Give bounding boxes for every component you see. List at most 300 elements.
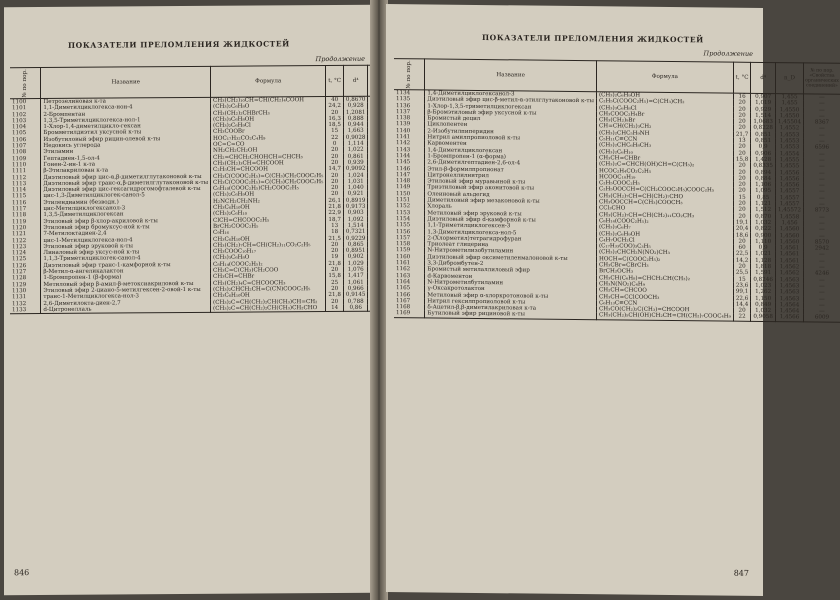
cell-t: 20: [326, 154, 343, 160]
cell-formula: (CH₃)₂CHCH₂N(NO₂)CH₃: [596, 250, 733, 258]
cell-d: 1,021: [751, 251, 776, 258]
cell-no: 1113: [10, 181, 41, 188]
cell-formula: CH₃C₆H₁₀OH: [211, 204, 326, 211]
cell-ref: —: [819, 100, 825, 107]
cell-t: 20: [326, 267, 343, 273]
col-header-d: d⁴: [751, 62, 776, 93]
col-header-formula: Формула: [211, 66, 326, 98]
cell-formula: CH₃C(COOC₂H₅)=C(CH₃)CH₂COOC₂H₅: [211, 179, 326, 186]
cell-d: 0,9229: [343, 235, 368, 241]
cell-t: 15,8: [326, 273, 343, 279]
cell-formula: C₂H₅COOC₂H₅: [596, 180, 733, 188]
cell-t: 20: [733, 150, 750, 156]
cell-name: Этилендиамин (безводн.): [41, 199, 211, 206]
cell-t: 18,5: [326, 122, 343, 128]
cell-t: 20: [733, 213, 750, 219]
cell-ref: —: [819, 220, 825, 227]
cell-n: 1,4557: [775, 189, 803, 196]
cell-n: 1,4550: [775, 107, 803, 114]
cell-no: 1124: [10, 250, 41, 257]
cell-t: 13: [326, 223, 343, 229]
cell-d: 0,944: [343, 122, 368, 128]
cell-d: 1,095: [751, 188, 776, 195]
cell-no: 1125: [10, 256, 41, 263]
cell-formula: CH₃COOC₁₀H₁₇: [211, 248, 326, 255]
cell-t: 20: [326, 248, 343, 254]
cell-name: 1-Бромпропен-1 (α-форма): [425, 153, 597, 161]
cell-no: 1152: [394, 203, 425, 210]
cell-n: 1,45572: [775, 207, 803, 214]
cell-formula: CH₃(CH₂)₂CHBrCH₃: [211, 110, 326, 117]
cell-no: 1103: [10, 118, 41, 125]
cell-formula: C₉H₁₆: [211, 229, 326, 236]
cell-d: 1,061: [343, 279, 368, 285]
cell-t: 22,5: [733, 251, 750, 257]
cell-name: Диэтиловый эфир d-камфорной к-ты: [425, 216, 597, 224]
cell-formula: (CH₃)₂C=CH(CH₂)₂CH(CH₃)CH₂CHO: [211, 305, 326, 313]
cell-formula: (CH₃)₂C=CHCH(OH)CH=C(CH₃)₂: [596, 161, 733, 169]
cell-n: 1,4556: [775, 170, 803, 177]
cell-t: 14,7: [326, 166, 343, 172]
cell-t: 20: [733, 144, 750, 150]
cell-formula: HOC₁₇H₃₂CO₂C₄H₉: [211, 135, 326, 142]
cell-formula: CH₃(CH₂)₉Br: [596, 117, 733, 125]
cell-no: 1120: [10, 225, 41, 232]
cell-t: 24,2: [326, 103, 343, 109]
cell-ref: —: [819, 132, 825, 139]
cell-no: 1165: [394, 285, 425, 292]
cell-name: 1,1-Триметилциклогексен-3: [425, 223, 597, 231]
cell-name: Этиловый эфир β-хлор-акриловой к-ты: [41, 217, 211, 224]
cell-t: 22,6: [733, 295, 750, 301]
cell-name: Диэтиловый эфир цис-β-метил-α-этилглутаконовой к-ты: [425, 97, 597, 105]
cell-t: 18: [326, 229, 343, 235]
cell-ref: 4246: [814, 270, 830, 277]
cell-no: 1144: [394, 153, 425, 160]
cell-no: 1166: [394, 292, 425, 299]
cell-name: Недокись углерода: [41, 142, 211, 149]
cell-d: 0,851: [751, 138, 776, 145]
left-page: [4, 5, 375, 596]
cell-name: Нитрил амилпропиоловой к-ты: [425, 135, 597, 143]
cell-t: 19,1: [733, 220, 750, 226]
cell-formula: BrCH₂COOC₂H₅: [211, 223, 326, 230]
cell-no: 1151: [394, 197, 425, 204]
cell-d: 0,902: [343, 254, 368, 260]
cell-d: 0,851: [751, 132, 776, 139]
cell-t: 18,6: [733, 232, 750, 238]
cell-t: 20: [733, 106, 750, 112]
cell-d: 1,428: [751, 157, 776, 164]
cell-formula: CH₂CH=CHCOO: [596, 287, 733, 295]
cell-no: 1115: [10, 193, 41, 200]
cell-t: 20: [733, 182, 750, 188]
cell-t: 21,8: [326, 292, 343, 298]
cell-t: 60: [733, 245, 750, 251]
cell-no: 1156: [394, 229, 425, 236]
cell-n: 1,4563: [775, 289, 803, 296]
left-page-title: ПОКАЗАТЕЛИ ПРЕЛОМЛЕНИЯ ЖИДКОСТЕЙ: [68, 39, 290, 50]
cell-name: 2,6-Диметилокта-диен-2,7: [41, 299, 211, 306]
cell-formula: CH₃C=C(CH₃)CH₂COO: [211, 267, 326, 274]
cell-d: 1,032: [751, 220, 776, 227]
cell-ref: —: [819, 251, 825, 259]
cell-n: 1,4560: [775, 226, 803, 233]
cell-no: 1132: [10, 301, 41, 308]
cell-name: Линаловый эфир уксус-ной к-ты: [41, 249, 211, 256]
cell-name: Метиловый эфир β-амил-β-метоксиакриловой к-ты: [41, 280, 211, 287]
cell-formula: (CH₃)₃C₆H₈O: [211, 254, 326, 261]
cell-d: 1,121: [751, 201, 776, 208]
cell-no: 1161: [394, 260, 425, 267]
cell-formula: CH₃CH=CClCOOCH₃: [596, 294, 733, 302]
right-page: [386, 4, 839, 596]
cell-t: 20: [733, 119, 750, 125]
cell-formula: C₆H₁₀(COOC₂H₅)CH₂COOC₂H₅: [211, 185, 326, 192]
cell-formula: CH₃CO(CH₂)₂C(CH₃)=CHCOOH: [596, 306, 733, 314]
cell-d: 0,884: [751, 176, 776, 183]
cell-formula: H₂NCH₂CH₂NH₂: [211, 198, 326, 205]
cell-t: 20: [733, 169, 750, 175]
cell-n: 1,455: [775, 94, 803, 101]
cell-n: 1,4562: [775, 270, 803, 277]
cell-d: 0,888: [343, 116, 368, 122]
cell-formula: (C₁₇H₃₃COO)₃C₃H₅: [596, 243, 733, 251]
right-page-title: ПОКАЗАТЕЛИ ПРЕЛОМЛЕНИЯ ЖИДКОСТЕЙ: [482, 33, 704, 45]
cell-no: 1111: [10, 168, 41, 175]
cell-n: 1,4561: [775, 258, 803, 265]
cell-name: 1,4-Диметилциклогексанол-3: [425, 90, 597, 99]
cell-no: 1168: [394, 304, 425, 311]
cell-d: 0,966: [343, 286, 368, 292]
cell-no: 1110: [10, 162, 41, 169]
cell-ref: —: [819, 182, 825, 189]
cell-formula: CH₃CH(C₆H₈)=CHCH₂CH(CH₃)₂: [596, 275, 733, 283]
cell-d: 1,040: [343, 185, 368, 191]
col-header-t: t, °C: [326, 65, 343, 96]
cell-n: 1,456: [775, 220, 803, 227]
cell-name: 2,6-Диметилгептадиен-2,6-ол-4: [425, 160, 597, 168]
cell-d: 0,849: [751, 302, 776, 309]
cell-t: 99,1: [733, 289, 750, 295]
cell-d: 0,9145: [343, 292, 368, 298]
cell-ref: —: [819, 308, 825, 315]
cell-no: 1129: [10, 282, 41, 289]
cell-d: 0,9092: [343, 166, 368, 172]
cell-no: 1160: [394, 254, 425, 261]
cell-n: 1,4550: [775, 113, 803, 120]
cell-no: 1105: [10, 131, 41, 138]
cell-name: Диметиловый эфир мезаконовой к-ты: [425, 197, 597, 205]
cell-ref: —: [819, 170, 825, 177]
cell-ref: 8570: [814, 239, 830, 246]
cell-name: 1-Хлор-1,4-диметилцикло-гексан: [41, 123, 211, 130]
cell-formula: (CH₃)₂CHC₆H₈CH₃: [596, 143, 733, 151]
cell-t: 0: [326, 141, 343, 147]
cell-t: 20: [733, 238, 750, 244]
cell-d: 1,128: [751, 258, 776, 265]
cell-no: 1163: [394, 273, 425, 280]
cell-n: 1,4554: [775, 151, 803, 158]
cell-n: 1,4564: [775, 308, 803, 315]
cell-formula: C₂H₅C(COOC₂H₅)=C(CH₃)CH₂: [596, 99, 733, 107]
cell-n: 1,4557: [775, 195, 803, 202]
left-continued-label: Продолжение: [315, 54, 365, 64]
cell-formula: CH₃(CH₂)₁₀CH=CH(CH₂)₄COOH: [211, 97, 326, 105]
cell-ref: 8367: [814, 119, 830, 126]
cell-formula: (CH₃)₃C₆H₇: [596, 224, 733, 232]
cell-no: 1167: [394, 298, 425, 305]
cell-formula: ClCH=CHCOOC₂H₅: [211, 217, 326, 224]
cell-formula: C₂H₅CH=CHCOOH: [211, 166, 326, 173]
col-header-name: Название: [41, 66, 211, 98]
cell-name: Этиламин: [41, 148, 211, 155]
cell-no: 1109: [10, 156, 41, 163]
cell-name: цис-1,3-Диметилциклогек-санол-5: [41, 192, 211, 199]
cell-formula: C₈H₁₄(COOC₂H₅)₂: [596, 218, 733, 226]
cell-name: Хлораль: [425, 204, 597, 212]
cell-name: β-Этилакрилован к-та: [41, 167, 211, 174]
cell-no: 1126: [10, 263, 41, 270]
cell-t: 40: [326, 96, 343, 103]
cell-ref: —: [819, 94, 825, 101]
cell-name: d-Цитронеллаль: [41, 306, 211, 314]
cell-d: 0,939: [343, 160, 368, 166]
cell-no: 1116: [10, 200, 41, 207]
cell-formula: CH₃CH=CHBr: [596, 155, 733, 163]
cell-name: Метиловый эфир α-хлоркротоновой к-ты: [425, 292, 597, 300]
cell-no: 1134: [394, 90, 425, 97]
cell-d: 0,8335: [751, 163, 776, 170]
cell-name: 1,1-Диметилциклогекса-нон-4: [41, 104, 211, 111]
cell-name: Триэтиловый эфир аконитовой к-ты: [425, 185, 597, 193]
cell-t: 14,4: [733, 301, 750, 307]
cell-ref: —: [819, 226, 825, 233]
cell-n: 1,455: [775, 100, 803, 107]
cell-name: Нитрил гексилпропиоловой к-ты: [425, 298, 597, 306]
cell-no: 1154: [394, 216, 425, 223]
cell-ref: —: [819, 189, 825, 196]
cell-n: 1,45504: [775, 119, 803, 126]
cell-d: 1,024: [343, 172, 368, 178]
cell-d: 0,870: [751, 213, 776, 220]
cell-d: 0,788: [343, 298, 368, 304]
col-header-d: d⁴: [343, 65, 368, 96]
cell-formula: HOCH=C(COOC₂H₅)₂: [596, 256, 733, 264]
cell-formula: CH₃C₆H₁₀OH: [211, 236, 326, 243]
cell-d: 0,9: [751, 144, 776, 151]
cell-t: 21,7: [733, 131, 750, 137]
cell-d: 1,076: [343, 267, 368, 273]
cell-no: 1127: [10, 269, 41, 276]
cell-d: 0,865: [343, 242, 368, 248]
cell-n: 1,4563: [775, 283, 803, 290]
cell-name: δ-Ацетил-β,β-диметилакриловая к-та: [425, 305, 597, 313]
cell-ref: —: [819, 163, 825, 170]
cell-d: 0,861: [343, 153, 368, 159]
cell-name: 1,1,3-Триметилциклогек-санол-4: [41, 255, 211, 262]
cell-no: 1119: [10, 219, 41, 226]
cell-name: Диэтиловый эфир транс-α,β-диметилглутаконовой к-ты: [41, 180, 211, 187]
cell-formula: (CH₃)₂C₆H₉OH: [596, 231, 733, 239]
cell-name: Диэтиловый эфир цис-α,β-диметилглутаконовой к-ты: [41, 173, 211, 180]
cell-name: 1,3,5-Триметилциклогекса-нол-1: [41, 117, 211, 124]
cell-t: 25: [326, 280, 343, 286]
cell-name: β-Бромэтиловый эфир уксусной к-ты: [425, 109, 597, 117]
cell-d: 0,894: [751, 169, 776, 176]
cell-t: 15: [733, 276, 750, 282]
cell-n: 1,4558: [775, 214, 803, 221]
cell-d: 1,029: [343, 260, 368, 266]
cell-no: 1153: [394, 210, 425, 217]
cell-formula: BrCH₂OCH₃: [596, 269, 733, 277]
cell-no: 1139: [394, 122, 425, 129]
cell-d: 0,9173: [343, 204, 368, 210]
cell-formula: (CH₃)₂C₆H₈O: [211, 103, 326, 110]
cell-n: 1,4563: [775, 296, 803, 303]
cell-no: 1117: [10, 206, 41, 213]
cell-t: 21,5: [326, 235, 343, 241]
cell-no: 1131: [10, 294, 41, 301]
cell-d: 1,032: [751, 308, 776, 315]
cell-t: 20: [733, 188, 750, 194]
cell-t: 20: [326, 172, 343, 178]
cell-name: Бутиловый эфир рициновой к-ты: [425, 311, 597, 320]
cell-d: 0,8951: [343, 248, 368, 254]
cell-no: 1159: [394, 248, 425, 255]
cell-no: 1169: [394, 311, 425, 318]
right-refraction-table: [394, 58, 840, 322]
col-header-ref: № по пор. «Свойства органических соединений»: [804, 63, 840, 94]
cell-no: 1143: [394, 147, 425, 154]
cell-formula: HCOC₂H₄CO₂C₂H₅: [596, 168, 733, 176]
cell-ref: —: [819, 214, 825, 221]
cell-d: 1,663: [343, 128, 368, 134]
cell-formula: C₈H₁₄(COOC₂H₅)₂: [211, 261, 326, 268]
cell-ref: —: [819, 289, 825, 296]
cell-name: Бромистый децил: [425, 116, 597, 124]
cell-name: 3,3-Дибромбутен-2: [425, 260, 597, 268]
cell-d: 0,929: [751, 106, 776, 113]
cell-ref: —: [819, 151, 825, 158]
cell-ref: —: [819, 113, 825, 120]
cell-n: 1,4561: [775, 252, 803, 259]
cell-n: 1,4560: [775, 233, 803, 240]
cell-no: 1157: [394, 235, 425, 242]
cell-t: 22,9: [326, 210, 343, 216]
cell-n: 1,4553: [775, 138, 803, 145]
cell-formula: CH₃COOBr: [211, 129, 326, 136]
cell-formula: CH₃N(NO₂)C₄H₉: [596, 281, 733, 289]
cell-name: Этиловый эфир бромуксус-ной к-ты: [41, 224, 211, 231]
cell-no: 1146: [394, 166, 425, 173]
cell-no: 1150: [394, 191, 425, 198]
cell-d: 1,262: [751, 289, 776, 296]
cell-no: 1162: [394, 266, 425, 273]
cell-formula: (CH₃)₂CHC₅H₉NH: [596, 130, 733, 138]
cell-name: Петрозелиновая к-та: [41, 97, 211, 105]
cell-ref: —: [819, 264, 825, 271]
cell-name: Этиловый эфир муравьиной к-ты: [425, 179, 597, 187]
col-header-no: № по пор.: [394, 59, 425, 90]
cell-formula: CH₂=CHCH₂CHOHCH=CHCH₃: [211, 154, 326, 161]
cell-formula: (CH₃)₂C₆H₉OH: [211, 192, 326, 199]
cell-no: 1135: [394, 96, 425, 103]
cell-name: Диэтиловый эфир цис-гексагидрогомофталевой к-ты: [41, 186, 211, 193]
cell-no: 1140: [394, 128, 425, 135]
cell-t: 14: [326, 305, 343, 312]
cell-formula: CCl₃CHO: [596, 206, 733, 214]
cell-formula: CH₃(CH₂)₇CH=CH(CH₂)₁₁CO₂C₂H₅: [211, 242, 326, 249]
cell-no: 1118: [10, 212, 41, 219]
cell-t: 20: [733, 100, 750, 106]
cell-d: 1,591: [751, 270, 776, 277]
cell-no: 1102: [10, 112, 41, 119]
cell-no: 1101: [10, 105, 41, 112]
cell-n: 1,4555: [775, 157, 803, 164]
cell-d: 1,023: [751, 283, 776, 290]
cell-ref: 2942: [814, 245, 830, 252]
cell-no: 1137: [394, 109, 425, 116]
cell-name: Гептадиен-1,5-ол-4: [41, 155, 211, 162]
cell-t: 20: [326, 110, 343, 116]
cell-name: 1-Хлор-1,3,5-триметилциклогексан: [425, 103, 597, 111]
cell-formula: OC=C=CO: [211, 141, 326, 148]
cell-ref: —: [819, 302, 825, 309]
cell-name: Диэтиловый эфир транс-1-камфорной к-ты: [41, 262, 211, 269]
cell-d: 1,0683: [751, 119, 776, 126]
cell-name: цис-Метилциклогексанол-3: [41, 205, 211, 212]
cell-t: 20: [733, 113, 750, 119]
cell-no: 1133: [10, 307, 41, 314]
cell-name: γ-Оксакротолактон: [425, 286, 597, 294]
cell-n: 1,4555: [775, 163, 803, 170]
cell-formula: CH₃C₆H₁₀OH: [211, 292, 326, 299]
cell-t: 16: [733, 93, 750, 100]
cell-no: 1141: [394, 134, 425, 141]
cell-t: 20: [326, 191, 343, 197]
cell-name: Бромистый метилаллиловый эфир: [425, 267, 597, 275]
cell-t: 14,2: [733, 257, 750, 263]
cell-d: 0,9: [751, 245, 776, 252]
cell-d: 0,86: [343, 305, 368, 312]
cell-no: 1106: [10, 137, 41, 144]
cell-name: d-Карвоментон: [425, 273, 597, 281]
cell-formula: (CH₃)₂CHCH₂CH=C(CN)COOC₂H₅: [211, 286, 326, 293]
cell-formula: NH₂CH₂CH₂OH: [211, 147, 326, 154]
right-continued-label: Продолжение: [703, 49, 753, 58]
cell-n: 1,4561: [775, 245, 803, 252]
cell-name: Олеиновый альдегид: [425, 191, 597, 199]
cell-d: 0,8919: [343, 198, 368, 204]
cell-name: 2-Изобутилпиперидин: [425, 128, 597, 136]
cell-name: 1,4-Диметилциклогексан: [425, 147, 597, 155]
cell-no: 1147: [394, 172, 425, 179]
cell-n: 1,4556: [775, 176, 803, 183]
cell-name: Метиловый эфир эруковой к-ты: [425, 210, 597, 218]
cell-formula: CH₃(CH₂)₇CH=CH(CH₂)₁₁CO₂CH₃: [596, 212, 733, 220]
cell-formula: CH₃CBr=CBrCH₃: [596, 262, 733, 270]
cell-formula: (CH₃)₂C₆H₁₀: [596, 149, 733, 157]
cell-ref: 6009: [804, 315, 840, 322]
cell-d: 0,903: [343, 210, 368, 216]
cell-ref: —: [819, 138, 825, 145]
cell-t: 20: [733, 308, 750, 314]
cell-name: Диэтиловый эфир оксиметиленмалоновой к-ты: [425, 254, 597, 262]
cell-n: 1,4564: [775, 302, 803, 309]
cell-d: 0,906: [751, 151, 776, 158]
cell-formula: (CH₃)₃C₆H₈OH: [211, 116, 326, 123]
